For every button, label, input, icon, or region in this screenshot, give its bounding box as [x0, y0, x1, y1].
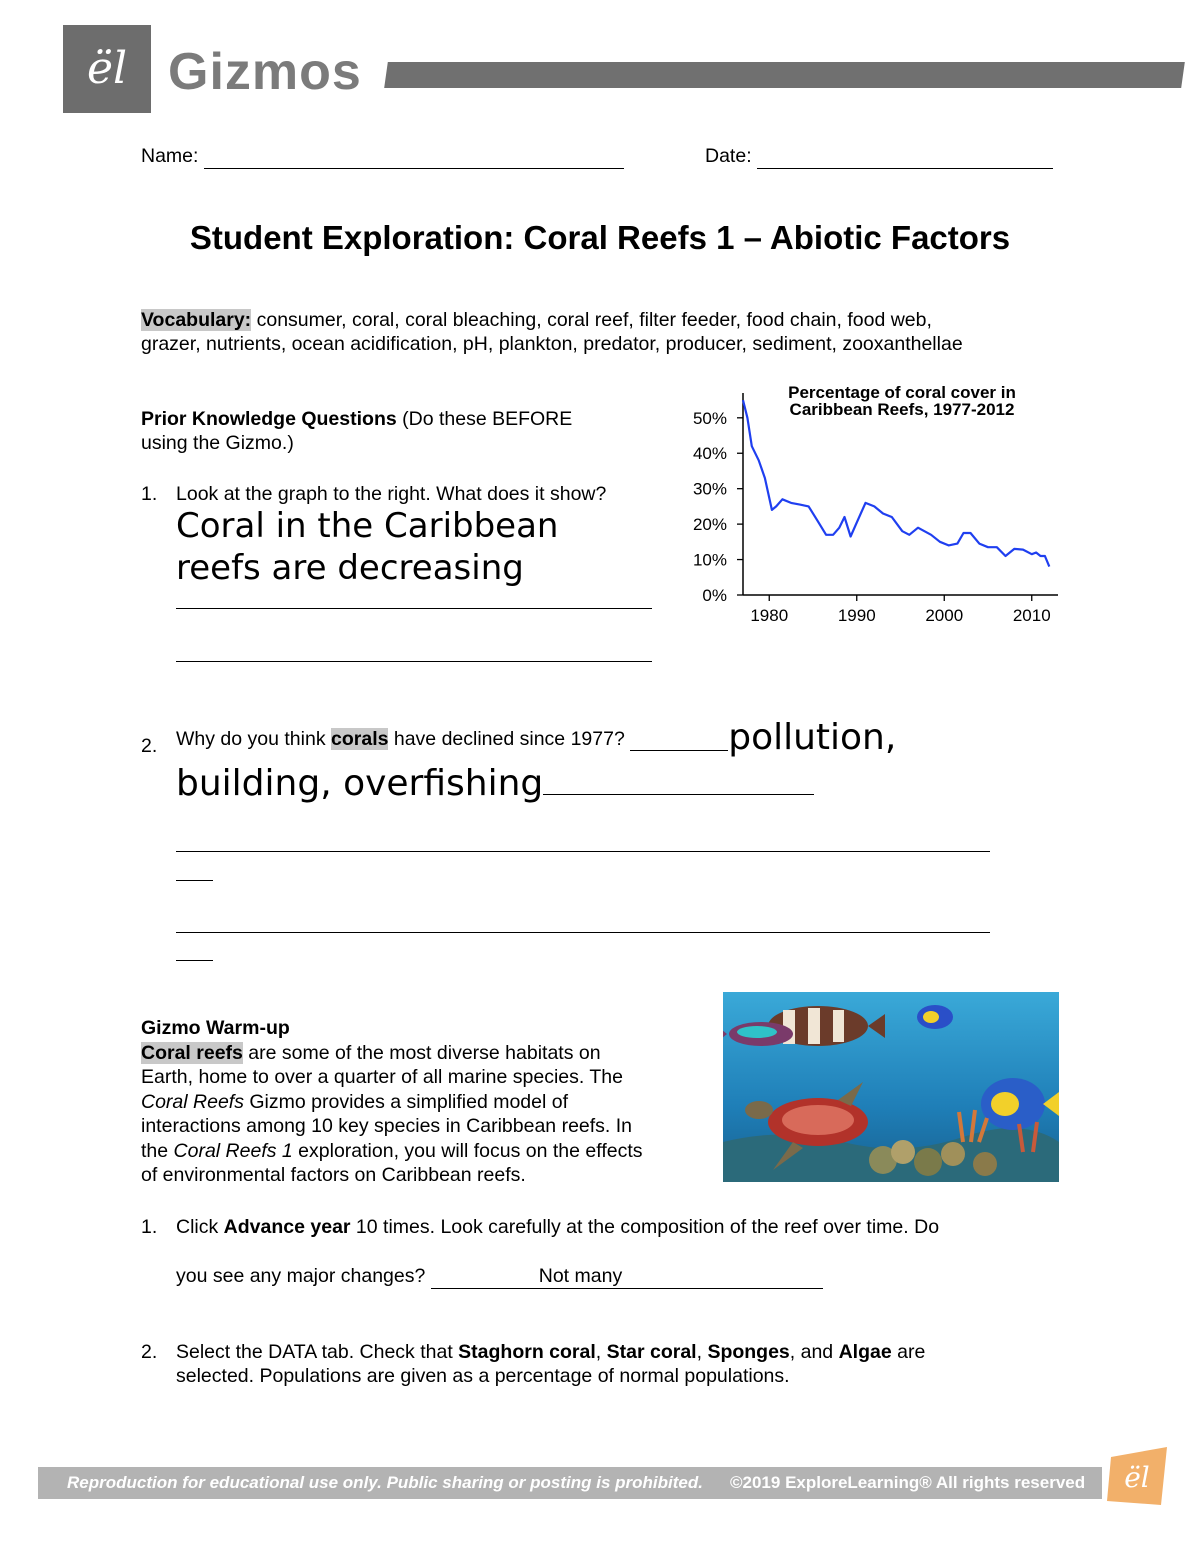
step2-line-2: selected. Populations are given as a percentage of normal populations. — [176, 1365, 790, 1387]
date-label: Date: — [705, 145, 752, 167]
step2-text — [176, 1340, 1036, 1388]
step2-sponges: Sponges — [707, 1341, 790, 1363]
vocabulary-label: Vocabulary: — [141, 309, 252, 331]
step1-answer-field[interactable] — [431, 1264, 823, 1289]
step1-question: you see any major changes? — [176, 1265, 431, 1287]
step2-c: , — [595, 1341, 607, 1363]
name-field[interactable] — [204, 144, 624, 169]
step1-advance-year: Advance year — [223, 1216, 351, 1238]
q2-answer-line-2[interactable]: building, overfishing — [176, 763, 544, 804]
q1-text: Look at the graph to the right. What does it show? — [176, 483, 607, 505]
q2-number: 2. — [141, 735, 158, 757]
y-tick-label: 10% — [692, 550, 727, 570]
q2-answer-line-4b — [176, 960, 213, 961]
coral-cover-line — [743, 400, 1049, 566]
header-bar — [384, 62, 1185, 88]
step2-star-coral: Star coral — [606, 1341, 697, 1363]
prior-knowledge-heading — [141, 407, 641, 455]
step1-answer: Not many — [538, 1265, 623, 1287]
footer-copyright: ©2019 ExploreLearning® All rights reserved — [730, 1473, 1086, 1492]
chart-title-line-1: Percentage of coral cover in — [788, 383, 1016, 402]
vocabulary-line-1: consumer, coral, coral bleaching, coral reef, filter feeder, food chain, food web, — [251, 309, 932, 331]
x-tick-label: 2010 — [1012, 606, 1051, 625]
step2-number: 2. — [141, 1341, 158, 1363]
explorelearning-logo — [63, 25, 151, 113]
q2-blank-2 — [543, 764, 814, 795]
x-tick-label: 1980 — [750, 606, 789, 625]
explorelearning-badge-icon — [1105, 1443, 1173, 1511]
date-row — [705, 144, 1053, 169]
warmup-line-3: Gizmo provides a simplified model of — [243, 1090, 569, 1113]
step2-e: , — [696, 1341, 708, 1363]
x-tick-label: 1990 — [837, 606, 876, 625]
step1-number: 1. — [141, 1216, 158, 1238]
q2-answer-line-4 — [176, 932, 990, 933]
warmup-coral-reefs: Coral reefs — [141, 1041, 243, 1064]
q2-post: have declined since 1977? — [388, 728, 631, 750]
footer-notice: Reproduction for educational use only. Public sharing or posting is prohibited. — [67, 1473, 703, 1492]
step2-algae: Algae — [838, 1341, 892, 1363]
coral-reef-image — [723, 992, 1059, 1182]
warmup-line-6: of environmental factors on Caribbean reefs. — [141, 1164, 526, 1186]
badge-glyph: ël — [1124, 1461, 1150, 1494]
prior-instr-1: (Do these BEFORE — [396, 408, 573, 430]
q2-answer-line-1[interactable]: pollution, — [728, 717, 897, 758]
warmup-heading: Gizmo Warm-up — [141, 1017, 290, 1039]
q1-answer-line-2: reefs are decreasing — [176, 548, 524, 588]
name-row — [141, 144, 624, 169]
step1-rest: 10 times. Look carefully at the composition of the reef over time. Do — [350, 1216, 940, 1238]
q2-answer-row-2 — [176, 762, 814, 806]
angelfish-icon — [917, 1005, 953, 1029]
q2-answer-line-3 — [176, 851, 990, 852]
step2-staghorn: Staghorn coral — [458, 1341, 596, 1363]
x-tick-label: 2000 — [925, 606, 964, 625]
prior-heading-text: Prior Knowledge Questions — [141, 408, 397, 430]
q1-answer[interactable] — [176, 505, 558, 589]
warmup-line-4: interactions among 10 key species in Caribbean reefs. In — [141, 1115, 633, 1137]
step1-click: Click — [176, 1216, 224, 1238]
q2-answer-line-3b — [176, 880, 213, 881]
q2-pre: Why do you think — [176, 728, 331, 750]
name-label: Name: — [141, 145, 199, 167]
q1-answer-line-4 — [176, 661, 652, 662]
step1-line-2 — [176, 1264, 823, 1289]
coral-cover-chart — [670, 375, 1070, 635]
q2-corals: corals — [331, 728, 389, 750]
warmup-line-5a: the — [141, 1139, 174, 1162]
warmup-line-5b: exploration, you will focus on the effects — [292, 1139, 643, 1162]
prior-instr-2: using the Gizmo.) — [141, 432, 294, 454]
date-field[interactable] — [757, 144, 1053, 169]
vocabulary-line-2: grazer, nutrients, ocean acidification, pH, plankton, predator, producer, sediment, zooxanthellae — [141, 333, 963, 355]
step2-i: are — [891, 1341, 926, 1363]
brand-title: Gizmos — [168, 43, 362, 101]
vocabulary — [141, 308, 1061, 356]
logo-glyph: ël — [86, 43, 128, 94]
y-tick-label: 50% — [692, 408, 727, 428]
q1-answer-line-1: Coral in the Caribbean — [176, 506, 559, 546]
y-tick-label: 0% — [702, 586, 727, 605]
q1-answer-line-3 — [176, 608, 652, 609]
y-tick-label: 30% — [692, 479, 727, 499]
y-tick-label: 20% — [692, 515, 727, 535]
q2-blank — [630, 732, 728, 751]
chart-title-line-2: Caribbean Reefs, 1977-2012 — [789, 400, 1015, 419]
q2-row — [176, 716, 1056, 760]
warmup-line-1: are some of the most diverse habitats on — [242, 1041, 601, 1064]
step2-g: , and — [789, 1341, 839, 1363]
warmup-section — [141, 1016, 711, 1188]
step1-line-1 — [176, 1215, 939, 1239]
page-title: Student Exploration: Coral Reefs 1 – Abiotic Factors — [189, 219, 1011, 256]
warmup-line-5-italic: Coral Reefs 1 — [173, 1139, 293, 1162]
warmup-line-2: Earth, home to over a quarter of all marine species. The — [141, 1066, 623, 1088]
q1-number: 1. — [141, 483, 158, 505]
step2-a: Select the DATA tab. Check that — [176, 1341, 459, 1363]
warmup-line-3-italic: Coral Reefs — [141, 1090, 244, 1113]
y-tick-label: 40% — [692, 444, 727, 464]
